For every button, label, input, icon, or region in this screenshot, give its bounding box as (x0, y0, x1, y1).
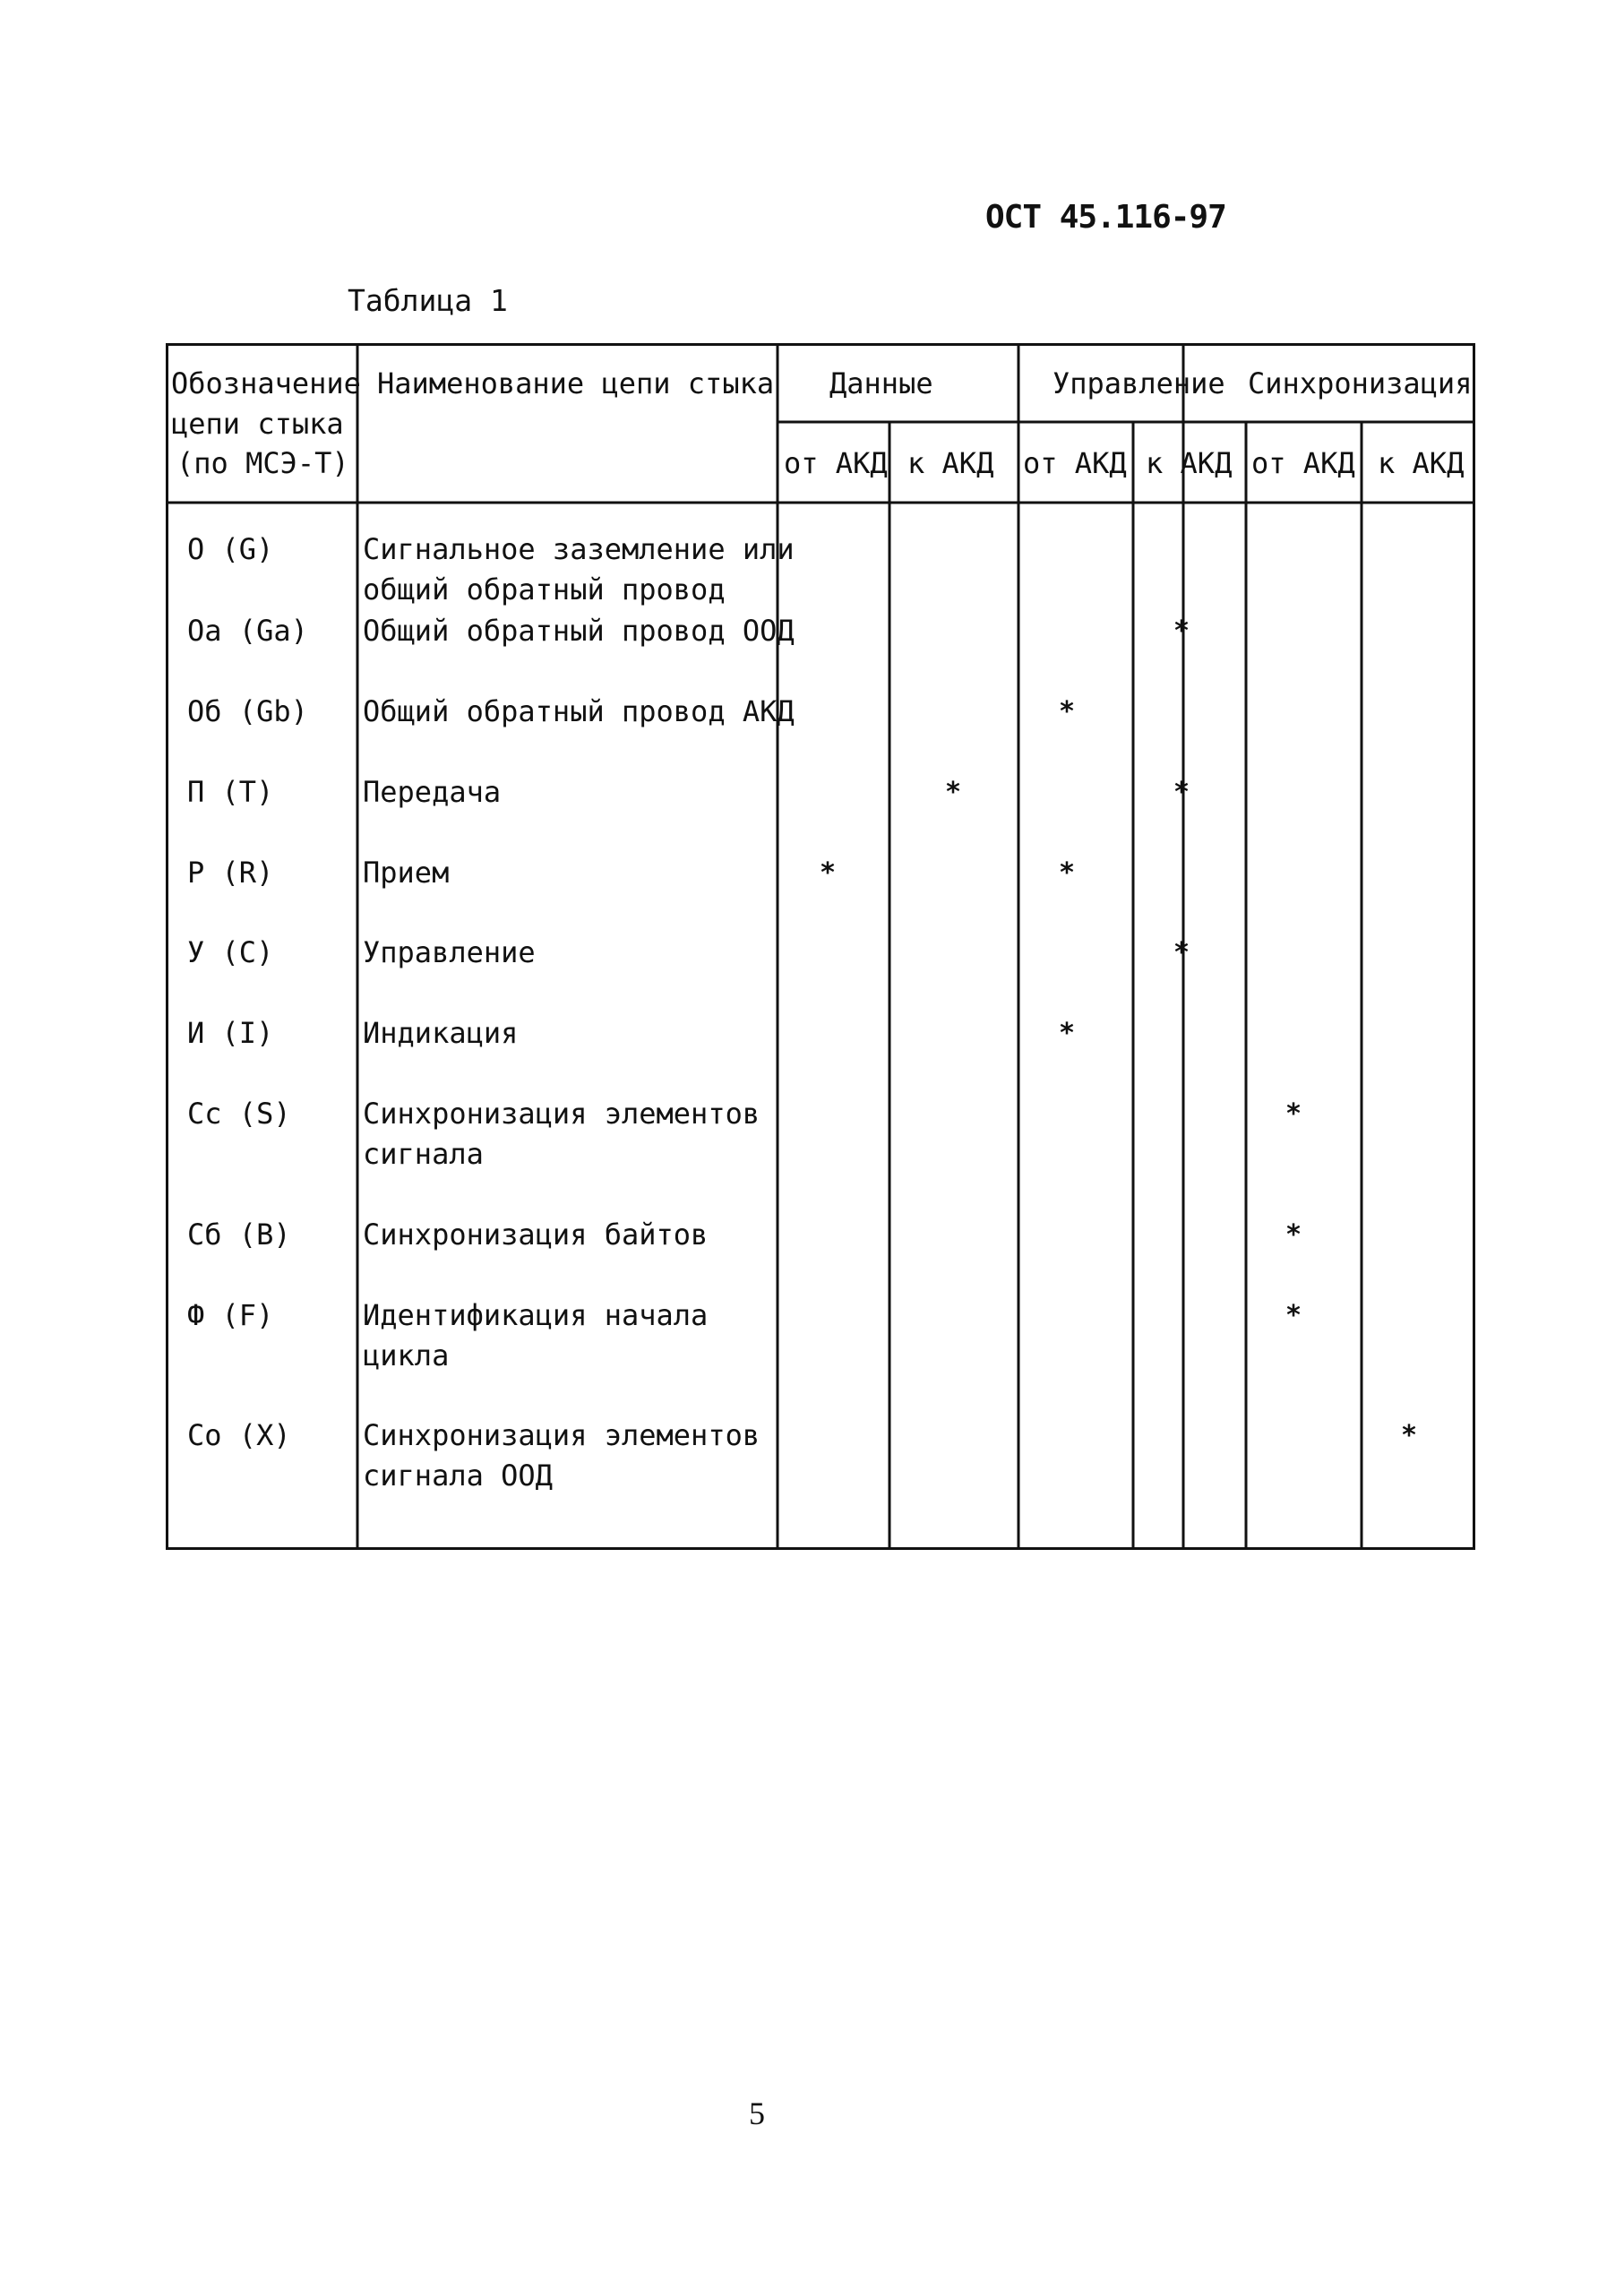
row-name-line: общий обратный провод (363, 572, 726, 607)
row-mark: * (1173, 615, 1190, 647)
row-name-line: Синхронизация элементов (363, 1097, 760, 1131)
row-name-line: Общий обратный провод ООД (363, 614, 795, 648)
header-sub-sync-from: от АКД (1251, 446, 1355, 480)
row-code: У (C) (187, 935, 274, 969)
row-name-line: Идентификация начала (363, 1298, 709, 1332)
row-code: Р (R) (187, 856, 274, 890)
row-code: Со (X) (187, 1418, 291, 1452)
row-mark: * (1059, 857, 1076, 889)
row-name-line: Передача (363, 775, 502, 809)
header-sub-control-to: к АКД (1146, 446, 1233, 480)
row-name-line: Общий обратный провод АКД (363, 694, 795, 728)
row-name-line: сигнала ООД (363, 1459, 553, 1493)
header-group-sync: Синхронизация (1248, 366, 1473, 400)
page-number: 5 (749, 2095, 765, 2131)
header-designation-line-1: Обозначение (171, 366, 361, 400)
header-group-data: Данные (829, 366, 933, 400)
row-mark: * (945, 777, 962, 808)
row-name-line: сигнала (363, 1137, 484, 1171)
header-designation-line-3: (по МСЭ-Т) (176, 446, 349, 480)
row-name-line: Прием (363, 856, 450, 890)
row-mark: * (1059, 696, 1076, 727)
row-name-line: Индикация (363, 1016, 519, 1050)
row-mark: * (1285, 1300, 1302, 1331)
row-mark: * (1285, 1098, 1302, 1130)
header-sub-data-to: к АКД (907, 446, 994, 480)
row-name-line: цикла (363, 1338, 450, 1373)
header-designation-line-2: цепи стыка (171, 407, 344, 441)
row-mark: * (1401, 1420, 1418, 1451)
row-name-line: Синхронизация байтов (363, 1218, 709, 1252)
header-sub-control-from: от АКД (1023, 446, 1127, 480)
row-mark: * (1285, 1219, 1302, 1251)
row-code: Сс (S) (187, 1097, 291, 1131)
row-mark: * (1173, 777, 1190, 808)
row-name-line: Сигнальное заземление или (363, 532, 795, 566)
row-code: Сб (B) (187, 1218, 291, 1252)
row-code: Об (Gb) (187, 694, 308, 728)
doc-code: ОСТ 45.116-97 (985, 199, 1226, 236)
row-mark: * (1059, 1018, 1076, 1049)
interface-circuits-table (166, 343, 1475, 1550)
row-mark: * (820, 857, 837, 889)
row-name-line: Синхронизация элементов (363, 1418, 760, 1452)
header-circuit-name: Наименование цепи стыка (377, 366, 775, 400)
header-group-control: Управление (1053, 366, 1225, 400)
row-code: Ф (F) (187, 1298, 274, 1332)
row-mark: * (1173, 937, 1190, 968)
row-code: И (I) (187, 1016, 274, 1050)
header-sub-data-from: от АКД (784, 446, 888, 480)
header-sub-sync-to: к АКД (1378, 446, 1465, 480)
row-code: О (G) (187, 532, 274, 566)
row-code: П (T) (187, 775, 274, 809)
table-caption: Таблица 1 (348, 283, 508, 318)
row-code: Оа (Ga) (187, 614, 308, 648)
row-name-line: Управление (363, 935, 536, 969)
